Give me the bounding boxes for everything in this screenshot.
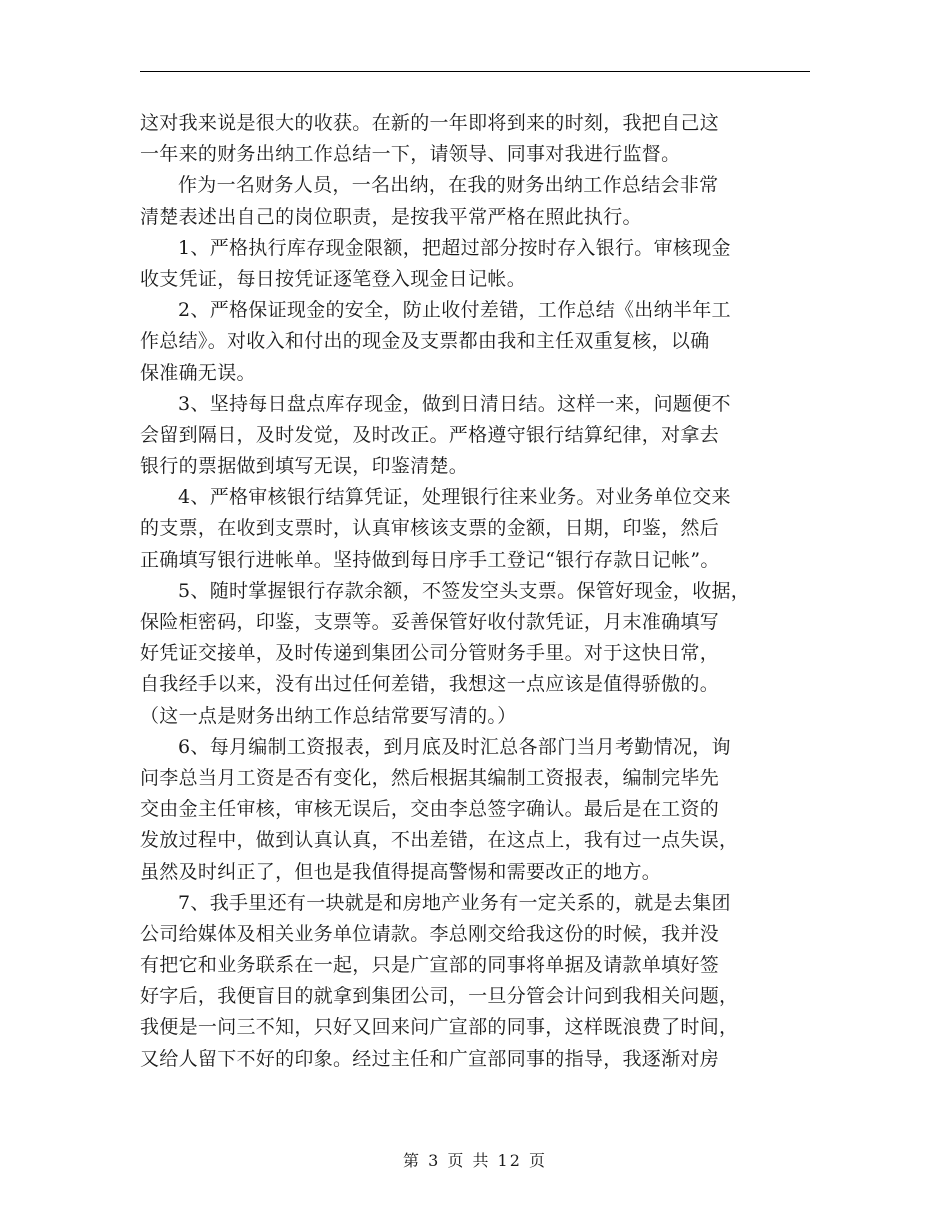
paragraph-line: 好凭证交接单，及时传递到集团公司分管财务手里。对于这快日常，: [140, 642, 720, 665]
paragraph-line: 自我经手以来，没有出过任何差错，我想这一点应该是值得骄傲的。: [140, 673, 720, 696]
paragraph-line: 虽然及时纠正了，但也是我值得提高警惕和需要改正的地方。: [140, 860, 662, 883]
header-rule: [140, 71, 810, 72]
paragraph-line: 一年来的财务出纳工作总结一下，请领导、同事对我进行监督。: [140, 143, 681, 166]
paragraph-line: 收支凭证，每日按凭证逐笔登入现金日记帐。: [140, 267, 527, 290]
paragraph-line: （这一点是财务出纳工作总结常要写清的。）: [140, 704, 517, 727]
paragraph-line: 有把它和业务联系在一起，只是广宣部的同事将单据及请款单填好签: [140, 954, 720, 977]
paragraph-first-line: 4、严格审核银行结算凭证，处理银行往来业务。对业务单位交来: [178, 486, 731, 509]
paragraph-line: 好字后，我便盲目的就拿到集团公司，一旦分管会计问到我相关问题，: [140, 985, 739, 1008]
paragraph-line: 正确填写银行进帐单。坚持做到每日序手工登记“银行存款日记帐”。: [140, 548, 720, 571]
paragraph-line: 交由金主任审核，审核无误后，交由李总签字确认。最后是在工资的: [140, 798, 720, 821]
paragraph-line: 问李总当月工资是否有变化，然后根据其编制工资报表，编制完毕先: [140, 766, 720, 789]
paragraph-line: 公司给媒体及相关业务单位请款。李总刚交给我这份的时候，我并没: [140, 922, 720, 945]
paragraph-first-line: 作为一名财务人员，一名出纳，在我的财务出纳工作总结会非常: [178, 174, 719, 197]
paragraph-line: 保险柜密码，印鉴，支票等。妥善保管好收付款凭证，月末准确填写: [140, 611, 720, 633]
paragraph-first-line: 5、随时掌握银行存款余额，不签发空头支票。保管好现金，收据，: [178, 579, 751, 602]
page-footer: 第 3 页 共 12 页: [403, 1151, 547, 1170]
paragraph-line: 会留到隔日，及时发觉，及时改正。严格遵守银行结算纪律，对拿去: [140, 423, 720, 446]
paragraph-first-line: 3、坚持每日盘点库存现金，做到日清日结。这样一来，问题便不: [178, 392, 731, 415]
paragraph-first-line: 7、我手里还有一块就是和房地产业务有一定关系的，就是去集团: [178, 891, 731, 914]
paragraph-line: 又给人留下不好的印象。经过主任和广宣部同事的指导，我逐渐对房: [140, 1047, 720, 1070]
paragraph-line: 银行的票据做到填写无误，印鉴清楚。: [140, 455, 469, 478]
paragraph-line: 作总结》。对收入和付出的现金及支票都由我和主任双重复核，以确: [140, 330, 710, 353]
paragraph-line: 的支票，在收到支票时，认真审核该支票的金额，日期，印鉴，然后: [140, 517, 720, 540]
paragraph-line: 这对我来说是很大的收获。在新的一年即将到来的时刻，我把自己这: [140, 112, 720, 134]
paragraph-first-line: 6、每月编制工资报表，到月底及时汇总各部门当月考勤情况，询: [178, 735, 731, 758]
paragraph-first-line: 1、严格执行库存现金限额，把超过部分按时存入银行。审核现金: [178, 236, 731, 259]
paragraph-line: 我便是一问三不知，只好又回来问广宣部的同事，这样既浪费了时间，: [140, 1016, 739, 1039]
paragraph-line: 发放过程中，做到认真认真，不出差错，在这点上，我有过一点失误，: [140, 829, 739, 852]
paragraph-line: 清楚表述出自己的岗位职责，是按我平常严格在照此执行。: [140, 205, 642, 228]
paragraph-first-line: 2、严格保证现金的安全，防止收付差错，工作总结《出纳半年工: [178, 299, 731, 322]
paragraph-line: 保准确无误。: [140, 361, 256, 384]
document-body: [140, 108, 820, 1075]
